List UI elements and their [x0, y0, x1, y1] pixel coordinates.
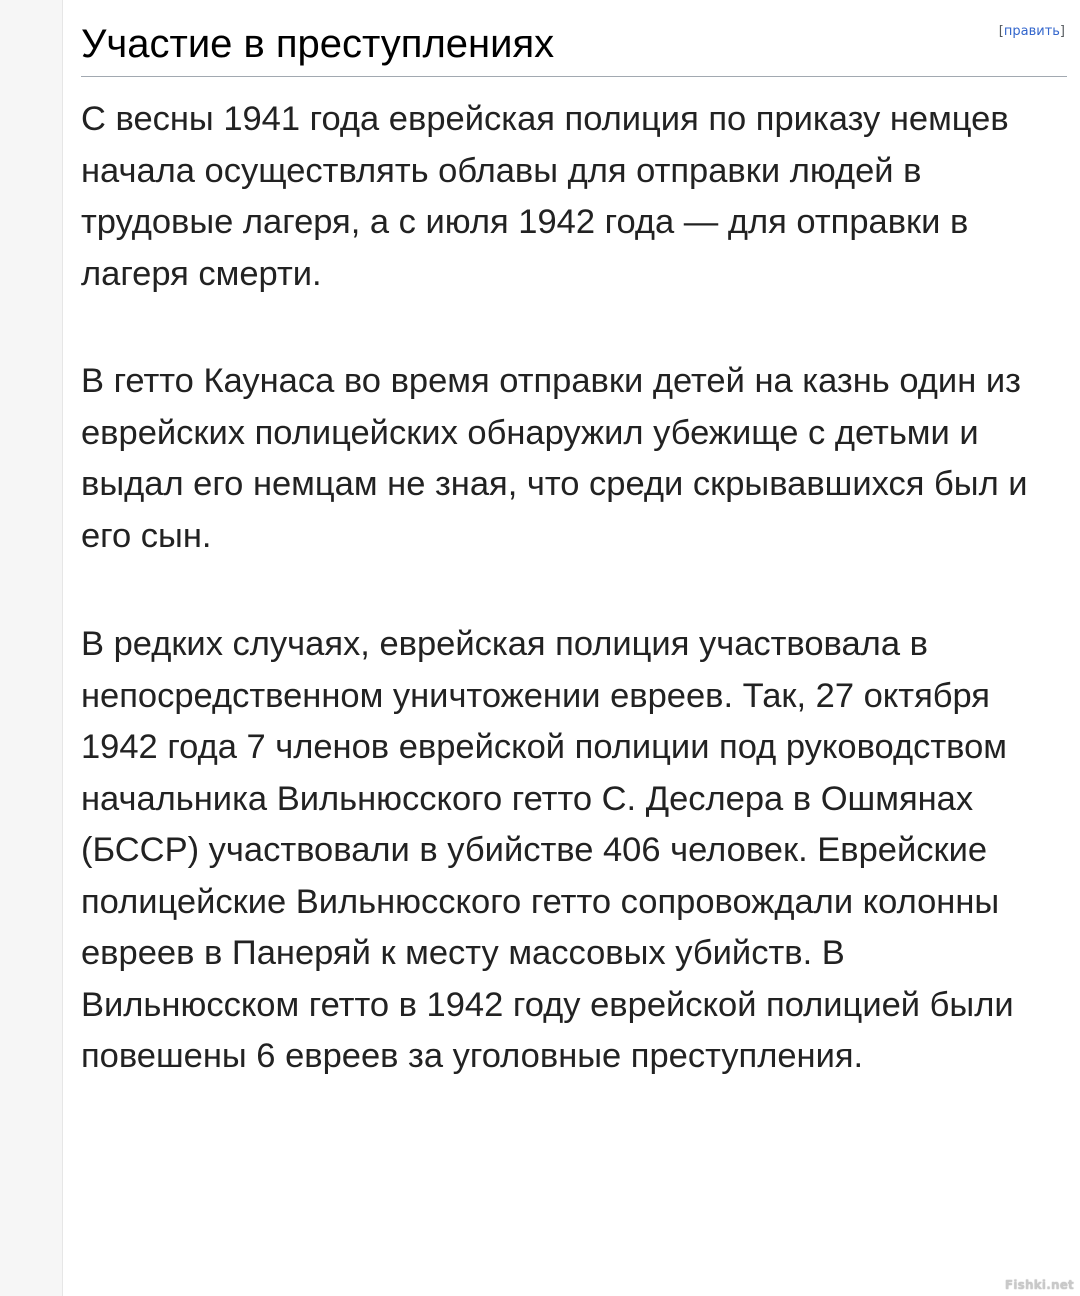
- paragraph-roundups: С весны 1941 года еврейская полиция по приказу немцев начала осуществлять облавы для отправки людей в трудовые лагеря, а с июля 1942 года — для отправки в лагеря смерти.: [81, 100, 1009, 293]
- paragraph-direct-participation: В редких случаях, еврейская полиция участвовала в непосредственном уничтожении евреев. Так, 27 октября 1942 года 7 членов еврейской полиции под руководством начальника Вильнюсского гетто С. Деслера в Ошмянах (БССР) участвовали в убийстве 406 человек. Еврейские полицейские Вильнюсского гетто сопровождали колонны евреев в Панеряй к месту массовых убийств. В Вильнюсском гетто в 1942 году еврейской полицией были повешены 6 евреев за уголовные преступления.: [81, 625, 1014, 1075]
- watermark-logo: Fishki.net: [1004, 1278, 1074, 1292]
- left-gutter: [0, 0, 62, 1296]
- edit-link-label[interactable]: править: [1003, 24, 1060, 39]
- section-header: [81, 14, 1067, 77]
- paragraph-kaunas-ghetto: В гетто Каунаса во время отправки детей на казнь один из еврейских полицейских обнаружил убежище с детьми и выдал его немцам не зная, что среди скрывавшихся был и его сын.: [81, 362, 1028, 555]
- edit-bracket-open: [: [998, 24, 1004, 39]
- edit-bracket-close: ]: [1059, 24, 1065, 39]
- section-title: Участие в преступлениях: [81, 22, 555, 66]
- edit-section-link[interactable]: [999, 24, 1065, 39]
- article-content: [62, 0, 1080, 1296]
